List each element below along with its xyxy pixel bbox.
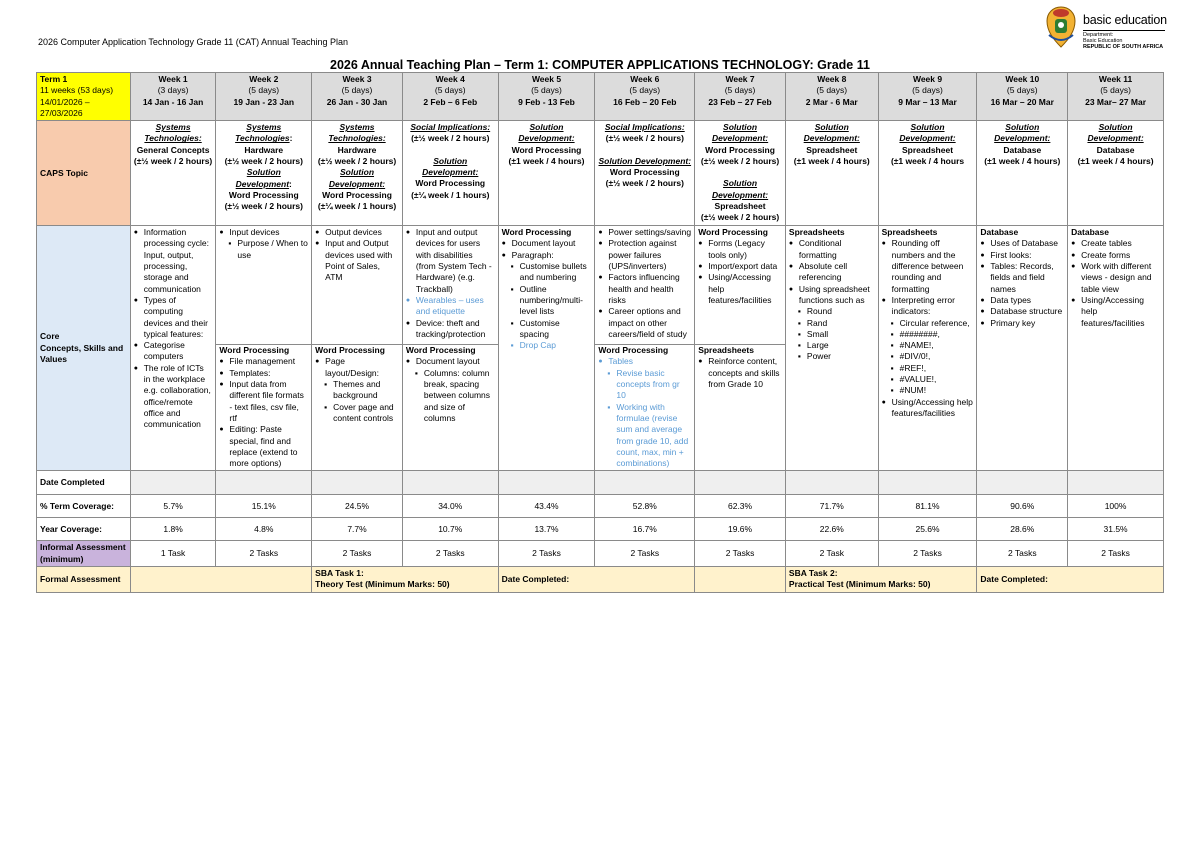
week-header-1: Week 1 (3 days) 14 Jan - 16 Jan [130,73,216,121]
document-header-title: 2026 Computer Application Technology Grade 11 (CAT) Annual Teaching Plan [38,37,349,47]
week-header-3: Week 3 (5 days) 26 Jan - 30 Jan [312,73,403,121]
list-item: ▪ Drop Cap [520,340,592,351]
list-item: ▪ #VALUE!, [900,374,974,385]
date-cell[interactable] [216,471,312,495]
list-item: ▪ Themes and background [333,379,399,402]
list-item: ▪ ########, [900,329,974,340]
informal-value: 2 Tasks [1068,541,1164,567]
list-item: ● Categorise computers [144,340,213,363]
list-item: ● Rounding off numbers and the difference between rounding and formatting [892,238,974,294]
term-coverage-value: 71.7% [785,495,878,518]
term-label: Term 1 [40,74,68,84]
year-coverage-row [37,518,1164,541]
list-item: ● Forms (Legacy tools only) [708,238,782,261]
week-header-6: Week 6 (5 days) 16 Feb – 20 Feb [595,73,695,121]
sub-heading: Word Processing [598,345,669,356]
informal-value: 2 Tasks [402,541,498,567]
sub-heading: Spreadsheets [881,227,938,238]
term-coverage-value: 24.5% [312,495,403,518]
list-item: ● Import/export data [708,261,782,272]
core-week-6 [595,226,695,471]
list-item: ● Data types [990,295,1064,306]
date-cell[interactable] [785,471,878,495]
list-item: ● Wearables – uses and etiquette [416,295,495,318]
term-coverage-value: 81.1% [878,495,977,518]
year-coverage-value: 28.6% [977,518,1068,541]
date-cell[interactable] [595,471,695,495]
term-coverage-value: 15.1% [216,495,312,518]
list-item: ● Reinforce content, concepts and skills from Grade 10 [708,356,782,390]
list-item: ● Using/Accessing help features/facilities [1081,295,1160,329]
header-row [37,73,1164,121]
date-cell[interactable] [695,471,786,495]
caps-week-6: Social Implications: (±½ week / 2 hours) Solution Development: Word Processing (±½ week / 2 hours) [595,121,695,226]
list-item: ● Database structure [990,306,1064,317]
list-item: ● The role of ICTs in the workplace e.g. collaboration, office/remote office and communication [144,363,213,431]
list-item: ▪ Large [807,340,875,351]
list-item: ▪ Circular reference, [900,318,974,329]
list-item: ● Conditional formatting [799,238,875,261]
informal-assessment-row [37,541,1164,567]
date-cell[interactable] [878,471,977,495]
list-item: ● Input and output devices for users with disabilities (from System Tech - Hardware) (e.g. Trackball) [416,227,495,295]
list-item: ● Input data from different file formats - text files, csv file, rtf [229,379,308,424]
sub-heading: Database [1071,227,1109,238]
list-item: ▪ Columns: column break, spacing between columns and size of columns [424,368,495,424]
informal-value: 2 Tasks [595,541,695,567]
year-coverage-value: 19.6% [695,518,786,541]
term-coverage-row [37,495,1164,518]
list-item: ● Power settings/saving [608,227,691,238]
term-dates: 14/01/2026 – 27/03/2026 [40,96,90,118]
year-coverage-value: 16.7% [595,518,695,541]
logo-rule [1083,30,1165,31]
list-item: ▪ Power [807,351,875,362]
list-item: ▪ #DIV/0!, [900,351,974,362]
caps-week-10: Solution Development: Database (±1 week / 4 hours) [977,121,1068,226]
caps-week-3: Systems Technologies: Hardware (±½ week / 2 hours) Solution Development: Word Processing (±¼ week / 1 hours) [312,121,403,226]
informal-value: 2 Tasks [312,541,403,567]
informal-assessment-label: Informal Assessment (minimum) [37,541,131,567]
logo-line-2: Basic Education [1083,38,1123,44]
sub-heading: Spreadsheets [788,227,845,238]
caps-week-8: Solution Development: Spreadsheet (±1 week / 4 hours) [785,121,878,226]
core-week-9 [878,226,977,471]
list-item: ● Input devices [229,227,308,238]
date-cell[interactable] [312,471,403,495]
coat-of-arms-icon [1043,5,1079,49]
informal-value: 2 Task [785,541,878,567]
list-item: ● Create tables [1081,238,1160,249]
list-item: ● Document layout [416,356,495,367]
list-item: ● Tables [608,356,691,367]
logo-line-1: Department: [1083,32,1114,38]
list-item: ▪ #NAME!, [900,340,974,351]
list-item: ● Using spreadsheet functions such as [799,284,875,307]
list-item: ▪ #NUM! [900,385,974,396]
sba-task-2: SBA Task 2: Practical Test (Minimum Marks: 50) [785,567,977,593]
caps-week-4: Social Implications: (±½ week / 2 hours) Solution Development: Word Processing (±¼ week / 1 hours) [402,121,498,226]
caps-week-5: Solution Development: Word Processing (±1 week / 4 hours) [498,121,595,226]
dbe-logo [1043,5,1173,51]
formal-assessment-label: Formal Assessment [37,567,131,593]
sub-heading: Word Processing [698,227,768,238]
core-week-11 [1068,226,1164,471]
list-item: ▪ Small [807,329,875,340]
year-coverage-value: 22.6% [785,518,878,541]
week-header-8: Week 8 (5 days) 2 Mar - 6 Mar [785,73,878,121]
informal-value: 2 Tasks [695,541,786,567]
informal-value: 2 Tasks [977,541,1068,567]
formal-assessment-row [37,567,1164,593]
list-item: ▪ Purpose / When to use [237,238,308,261]
list-item: ▪ Customise bullets and numbering [520,261,592,284]
sub-heading: Word Processing [501,227,572,238]
week-header-2: Week 2 (5 days) 19 Jan - 23 Jan [216,73,312,121]
core-week-5 [498,226,595,471]
date-cell[interactable] [1068,471,1164,495]
list-item: ● Editing: Paste special, find and replace (extend to more options) [229,424,308,469]
list-item: ● Tables: Records, fields and field names [990,261,1064,295]
list-item: ▪ Working with formulae (revise sum and average from grade 10, add count, max, min + combinations) [616,402,691,470]
formal-empty-cell [695,567,786,593]
list-item: ● Interpreting error indicators: [892,295,974,318]
core-week-8 [785,226,878,471]
list-item: ● Using/Accessing help features/facilities [892,397,974,420]
sba-task-1: SBA Task 1: Theory Test (Minimum Marks: 50) [312,567,498,593]
core-week-3 [312,226,403,471]
list-item: ▪ #REF!, [900,363,974,374]
week-header-11: Week 11 (5 days) 23 Mar– 27 Mar [1068,73,1164,121]
term-coverage-value: 34.0% [402,495,498,518]
list-item: ▪ Cover page and content controls [333,402,399,425]
core-concepts-row [37,226,1164,471]
list-item: ● First looks: [990,250,1064,261]
date-cell[interactable] [977,471,1068,495]
sba-task-2-date: Date Completed: [977,567,1164,593]
informal-value: 2 Tasks [878,541,977,567]
list-item: ● Templates: [229,368,308,379]
list-item: ● Information processing cycle: Input, output, processing, storage and communication [144,227,213,295]
term-coverage-value: 43.4% [498,495,595,518]
caps-week-9: Solution Development: Spreadsheet (±1 week / 4 hours [878,121,977,226]
core-week-2 [216,226,312,471]
page-title: 2026 Annual Teaching Plan – Term 1: COMPUTER APPLICATIONS TECHNOLOGY: Grade 11 [330,58,870,72]
year-coverage-label: Year Coverage: [37,518,131,541]
list-item: ● Career options and impact on other careers/field of study [608,306,691,340]
caps-topic-label: CAPS Topic [37,121,131,226]
caps-week-1: Systems Technologies: General Concepts (±½ week / 2 hours) [130,121,216,226]
list-item: ● Types of computing devices and their typical features: [144,295,213,340]
list-item: ● Using/Accessing help features/facilities [708,272,782,306]
week-header-4: Week 4 (5 days) 2 Feb – 6 Feb [402,73,498,121]
caps-week-2: Systems Technologies: Hardware (±½ week / 2 hours) Solution Development: Word Processing (±½ week / 2 hours) [216,121,312,226]
date-cell[interactable] [402,471,498,495]
list-item: ● Factors influencing health and health risks [608,272,691,306]
informal-value: 2 Tasks [216,541,312,567]
year-coverage-value: 1.8% [130,518,216,541]
date-completed-label: Date Completed [37,471,131,495]
sub-heading: Word Processing [219,345,290,356]
week-header-9: Week 9 (5 days) 9 Mar – 13 Mar [878,73,977,121]
term-coverage-label: % Term Coverage: [37,495,131,518]
core-week-10 [977,226,1068,471]
logo-line-3: REPUBLIC OF SOUTH AFRICA [1083,44,1164,50]
list-item: ● Primary key [990,318,1064,329]
week-header-10: Week 10 (5 days) 16 Mar – 20 Mar [977,73,1068,121]
core-concepts-label: Core Concepts, Skills and Values [37,226,131,471]
list-item: ● Create forms [1081,250,1160,261]
list-item: ● Protection against power failures (UPS/inverters) [608,238,691,272]
core-week-1 [130,226,216,471]
date-cell[interactable] [130,471,216,495]
sub-heading: Word Processing [405,345,476,356]
caps-week-7: Solution Development: Word Processing (±½ week / 2 hours) Solution Development: Spreadsheet (±½ week / 2 hours) [695,121,786,226]
core-week-7 [695,226,786,471]
list-item: ● Absolute cell referencing [799,261,875,284]
logo-brand: basic education [1083,13,1167,27]
list-item: ● Device: theft and tracking/protection [416,318,495,341]
list-item: ● Paragraph: [512,250,592,261]
sba-task-1-date: Date Completed: [498,567,695,593]
term-cell [37,73,131,121]
formal-empty-cell [130,567,311,593]
list-item: ▪ Revise basic concepts from gr 10 [616,368,691,402]
term-coverage-value: 90.6% [977,495,1068,518]
term-coverage-value: 62.3% [695,495,786,518]
year-coverage-value: 4.8% [216,518,312,541]
core-week-4 [402,226,498,471]
term-weeks: 11 weeks (53 days) [40,85,114,96]
list-item: ● Uses of Database [990,238,1064,249]
list-item: ▪ Round [807,306,875,317]
caps-week-11: Solution Development: Database (±1 week / 4 hours) [1068,121,1164,226]
term-coverage-value: 52.8% [595,495,695,518]
term-coverage-value: 100% [1068,495,1164,518]
informal-value: 2 Tasks [498,541,595,567]
list-item: ▪ Outline numbering/multi-level lists [520,284,592,318]
date-cell[interactable] [498,471,595,495]
list-item: ● Output devices [325,227,399,238]
document-header [0,0,1200,60]
year-coverage-value: 10.7% [402,518,498,541]
list-item: ● Work with different views - design and table view [1081,261,1160,295]
list-item: ▪ Rand [807,318,875,329]
list-item: ● Input and Output devices used with Point of Sales, ATM [325,238,399,283]
informal-value: 1 Task [130,541,216,567]
sub-heading: Word Processing [315,345,385,356]
term-coverage-value: 5.7% [130,495,216,518]
year-coverage-value: 31.5% [1068,518,1164,541]
caps-topic-row [37,121,1164,226]
date-completed-row [37,471,1164,495]
teaching-plan-table [36,72,1164,593]
year-coverage-value: 25.6% [878,518,977,541]
list-item: ● Page layout/Design: [325,356,399,379]
year-coverage-value: 7.7% [312,518,403,541]
sub-heading: Spreadsheets [698,345,754,356]
year-coverage-value: 13.7% [498,518,595,541]
list-item: ▪ Customise spacing [520,318,592,341]
sub-heading: Database [980,227,1019,238]
week-header-5: Week 5 (5 days) 9 Feb - 13 Feb [498,73,595,121]
week-header-7: Week 7 (5 days) 23 Feb – 27 Feb [695,73,786,121]
list-item: ● Document layout [512,238,592,249]
list-item: ● File management [229,356,308,367]
